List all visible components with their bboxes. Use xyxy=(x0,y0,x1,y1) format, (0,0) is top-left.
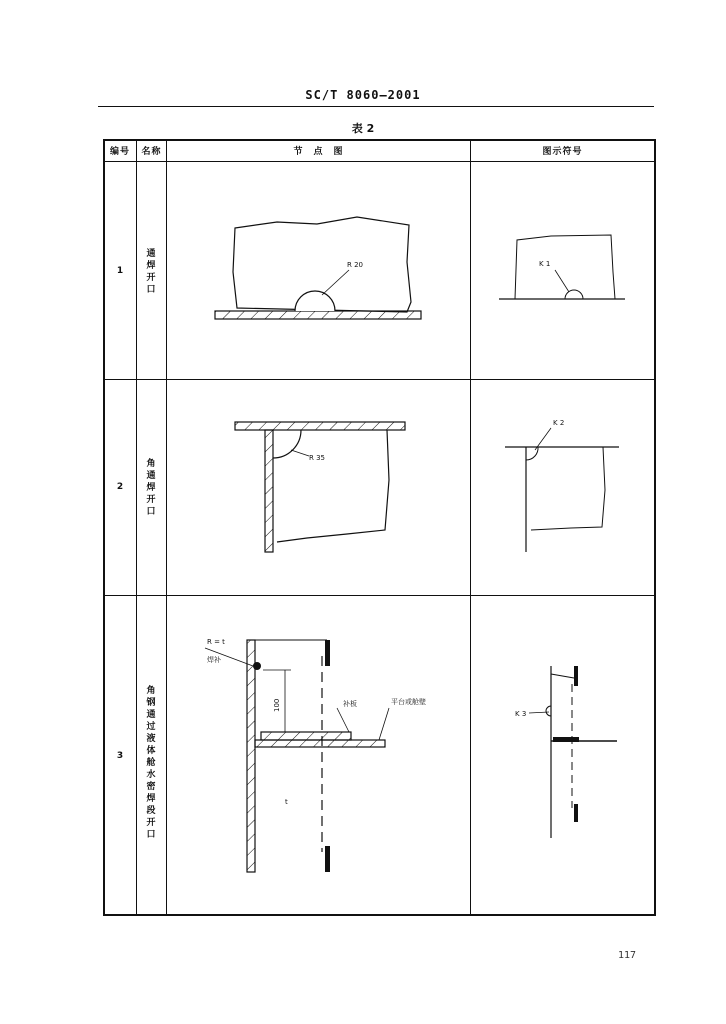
row-3-symbol-scallop xyxy=(546,706,551,716)
row-1-leader xyxy=(322,270,349,295)
row-2-symbol-web xyxy=(531,447,605,530)
row-1-radius-label: R 20 xyxy=(347,261,363,269)
row-3-vertical-angle xyxy=(247,640,255,872)
row-3-thickness-label: t xyxy=(285,798,288,806)
row-1-symbol-leader xyxy=(555,270,569,292)
row-1-symbol xyxy=(471,162,654,379)
row-1-symbol-plate xyxy=(515,235,615,299)
standard-code: SC/T 8060—2001 xyxy=(305,88,421,102)
row-3-name: 角钢通过液体舱水密焊段开口 xyxy=(146,686,156,840)
row-3-symbol-web-top xyxy=(551,674,574,678)
row-1-symbol-scallop xyxy=(565,290,583,299)
row-3-symbol-bulkhead-upper xyxy=(574,666,578,686)
row-1-symbol-label: K 1 xyxy=(539,260,551,268)
header-rule xyxy=(98,106,654,107)
row-1-base-plate xyxy=(215,311,421,319)
row-2-number: 2 xyxy=(116,482,124,492)
row-2-top-plate xyxy=(235,422,405,430)
row-3-node-diagram xyxy=(167,596,470,914)
header-symbol: 图示符号 xyxy=(542,147,583,157)
row-3-bulkhead-lower xyxy=(325,846,330,872)
col-divider-1 xyxy=(136,139,137,916)
header-node-diagram: 节 点 图 xyxy=(293,147,344,157)
row-3-platform xyxy=(255,740,385,747)
row-2-angle-leg xyxy=(265,430,273,552)
row-3-bulkhead-upper xyxy=(325,640,330,666)
row-2-node-diagram xyxy=(167,380,470,595)
row-1-scallop xyxy=(295,291,335,311)
row-2-name: 角通焊开口 xyxy=(146,459,156,517)
row-2-web-plate xyxy=(277,430,389,542)
table-border-right xyxy=(654,139,656,916)
row-2-symbol-label: K 2 xyxy=(553,419,565,427)
row-3-patch-leader xyxy=(337,708,349,732)
header-name: 名称 xyxy=(141,147,162,157)
row-3-symbol-label: K 3 xyxy=(515,710,527,718)
row-3-platform-leader xyxy=(379,708,389,740)
table-border-bottom xyxy=(103,914,655,916)
row-1-name: 通焊开口 xyxy=(146,249,156,295)
row-2-symbol xyxy=(471,380,654,595)
row-3-patch-plate xyxy=(261,732,351,740)
row-3-symbol-patch xyxy=(553,737,579,742)
row-2-leader xyxy=(291,450,309,456)
row-3-patch-plate-label: 补板 xyxy=(343,700,357,708)
row-3-number: 3 xyxy=(116,751,124,761)
row-2-scallop xyxy=(273,430,301,458)
row-3-symbol xyxy=(471,596,654,914)
row-1-number: 1 xyxy=(116,266,124,276)
table-title: 表 2 xyxy=(351,122,375,135)
row-3-weld-fill-label: 焊补 xyxy=(207,656,221,664)
table-border-left xyxy=(103,139,105,916)
row-3-weld-fill xyxy=(253,662,261,670)
row-1-node-diagram xyxy=(167,162,470,379)
row-3-platform-label: 平台或舱壁 xyxy=(391,698,426,706)
page-number: 117 xyxy=(618,950,637,961)
row-3-radius-label: R = t xyxy=(207,638,225,646)
header-number: 编号 xyxy=(109,147,130,157)
row-3-symbol-bulkhead-lower xyxy=(574,804,578,822)
row-3-dimension-label: 100 xyxy=(273,698,281,712)
row-2-radius-label: R 35 xyxy=(309,454,325,462)
